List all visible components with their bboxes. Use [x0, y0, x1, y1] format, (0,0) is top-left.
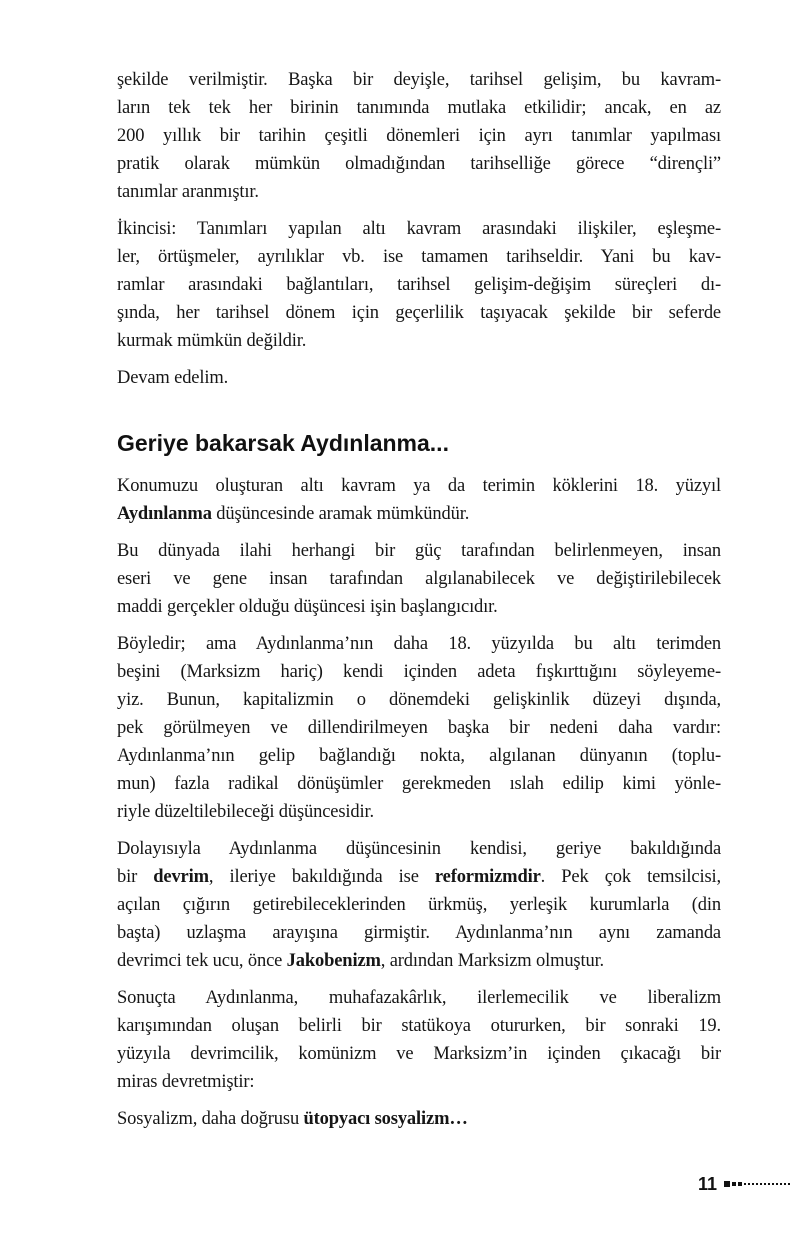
text-segment: Böyledir; ama Aydınlanma’nın daha 18. yüzyılda bu altı terimden [117, 634, 721, 654]
text-segment: tanımlar aranmıştır. [117, 182, 259, 202]
text-segment: Devam edelim. [117, 368, 229, 388]
text-segment: eseri ve gene insan tarafından algılanabilecek ve değiştirilebilecek [117, 569, 721, 589]
text-line [117, 565, 721, 593]
text-segment: başta) uzlaşma arayışına girmiştir. Aydınlanma’nın aynı zamanda [117, 923, 721, 943]
text-segment: riyle düzeltilebileceği düşüncesidir. [117, 802, 374, 822]
text-segment: devrimci tek ucu, önce [117, 951, 287, 971]
text-line [117, 742, 721, 770]
ornament-square [748, 1183, 750, 1185]
paragraph [117, 364, 721, 392]
text-segment: yiz. Bunun, kapitalizmin o dönemdeki gelişkinlik düzeyi dışında, [117, 690, 721, 710]
text-line [117, 66, 721, 94]
text-segment: İkincisi: Tanımları yapılan altı kavram arasındaki ilişkiler, eşleşme- [117, 219, 721, 239]
ornament-square [788, 1183, 790, 1185]
text-line [117, 178, 721, 206]
ornament-square [752, 1183, 754, 1185]
text-segment: , ardından Marksizm olmuştur. [380, 951, 605, 971]
text-line [117, 327, 721, 355]
paragraph [117, 537, 721, 621]
section-heading [117, 428, 721, 458]
text-line [117, 1105, 721, 1133]
ornament-square [756, 1183, 758, 1185]
text-segment: beşini (Marksizm hariç) kendi içinden adeta fışkırttığını söyleyeme- [117, 662, 721, 682]
text-segment: kurmak mümkün değildir. [117, 331, 307, 351]
text-line [117, 94, 721, 122]
ornament-square [776, 1183, 778, 1185]
ornament-square [732, 1182, 736, 1186]
ornament-square [780, 1183, 782, 1185]
paragraph [117, 630, 721, 826]
ornament-square [738, 1182, 742, 1186]
text-segment: . Pek çok temsilcisi, [540, 867, 721, 887]
paragraph [117, 215, 721, 355]
text-line [117, 1040, 721, 1068]
bold-text-segment: reformizmdir [434, 867, 541, 887]
squares-dots-ornament-icon [724, 1181, 790, 1187]
text-segment: Konumuzu oluşturan altı kavram ya da terimin köklerini 18. yüzyıl [117, 476, 721, 496]
text-line [117, 658, 721, 686]
paragraph [117, 984, 721, 1096]
text-line [117, 947, 721, 975]
text-line [117, 299, 721, 327]
paragraph [117, 1105, 721, 1133]
text-line [117, 863, 721, 891]
bold-text-segment: Jakobenizm [286, 951, 381, 971]
text-line [117, 271, 721, 299]
text-segment: Sonuçta Aydınlanma, muhafazakârlık, ilerlemecilik ve liberalizm [117, 988, 721, 1008]
text-line [117, 1068, 721, 1096]
text-segment: bir [117, 867, 154, 887]
text-line [117, 122, 721, 150]
text-line [117, 428, 721, 458]
text-line [117, 500, 721, 528]
text-segment: pek görülmeyen ve dillendirilmeyen başka bir nedeni daha vardır: [117, 718, 721, 738]
text-segment: Sosyalizm, daha doğrusu [117, 1109, 304, 1129]
paragraph [117, 66, 721, 206]
text-segment: , ileriye bakıldığında ise [208, 867, 435, 887]
text-segment: pratik olarak mümkün olmadığından tarihselliğe görece “dirençli” [117, 154, 721, 174]
text-line [117, 1012, 721, 1040]
text-line [117, 537, 721, 565]
text-line [117, 150, 721, 178]
ornament-square [772, 1183, 774, 1185]
text-segment: ramlar arasındaki bağlantıları, tarihsel gelişim-değişim süreçleri dı- [117, 275, 721, 295]
bold-text-segment: ütopyacı sosyalizm… [303, 1109, 468, 1129]
text-segment: Aydınlanma’nın gelip bağlandığı nokta, algılanan dünyanın (toplu- [117, 746, 721, 766]
bold-text-segment: devrim [153, 867, 209, 887]
text-line [117, 686, 721, 714]
text-segment: yüzyıla devrimcilik, komünizm ve Marksizm’in içinden çıkacağı bir [117, 1044, 721, 1064]
text-line [117, 984, 721, 1012]
text-segment: düşüncesinde aramak mümkündür. [211, 504, 470, 524]
paragraph [117, 835, 721, 975]
text-segment: Geriye bakarsak Aydınlanma... [117, 430, 449, 456]
text-segment: mun) fazla radikal dönüşümler gerekmeden ıslah edilip kimi yönle- [117, 774, 721, 794]
bold-text-segment: Aydınlanma [117, 504, 212, 524]
page-footer [117, 1174, 790, 1194]
ornament-square [744, 1183, 746, 1185]
text-line [117, 364, 721, 392]
text-line [117, 630, 721, 658]
ornament-square [760, 1183, 762, 1185]
paragraph [117, 472, 721, 528]
text-line [117, 798, 721, 826]
text-segment: ların tek tek her birinin tanımında mutlaka etkilidir; ancak, en az [117, 98, 721, 118]
page-number: 11 [697, 1173, 717, 1194]
text-segment: karışımından oluşan belirli bir statükoya otururken, bir sonraki 19. [117, 1016, 721, 1036]
text-segment: açılan çığırın getirebileceklerinden ürkmüş, yerleşik kurumlarla (din [117, 895, 721, 915]
text-line [117, 770, 721, 798]
text-segment: 200 yıllık bir tarihin çeşitli dönemleri için ayrı tanımlar yapılması [117, 126, 721, 146]
ornament-square [724, 1181, 730, 1187]
text-line [117, 215, 721, 243]
text-segment: şında, her tarihsel dönem için geçerlilik taşıyacak şekilde bir seferde [117, 303, 721, 323]
text-line [117, 919, 721, 947]
page-text [117, 66, 721, 1142]
ornament-square [764, 1183, 766, 1185]
text-segment: ler, örtüşmeler, ayrılıklar vb. ise tamamen tarihseldir. Yani bu kav- [117, 247, 721, 267]
text-line [117, 472, 721, 500]
text-line [117, 243, 721, 271]
text-segment: şekilde verilmiştir. Başka bir deyişle, tarihsel gelişim, bu kavram- [117, 70, 721, 90]
text-segment: Bu dünyada ilahi herhangi bir güç tarafından belirlenmeyen, insan [117, 541, 721, 561]
text-line [117, 593, 721, 621]
text-line [117, 891, 721, 919]
text-segment: Dolayısıyla Aydınlanma düşüncesinin kendisi, geriye bakıldığında [117, 839, 721, 859]
ornament-square [768, 1183, 770, 1185]
text-segment: maddi gerçekler olduğu düşüncesi işin başlangıcıdır. [117, 597, 498, 617]
text-segment: miras devretmiştir: [117, 1072, 255, 1092]
text-line [117, 835, 721, 863]
text-line [117, 714, 721, 742]
ornament-square [784, 1183, 786, 1185]
